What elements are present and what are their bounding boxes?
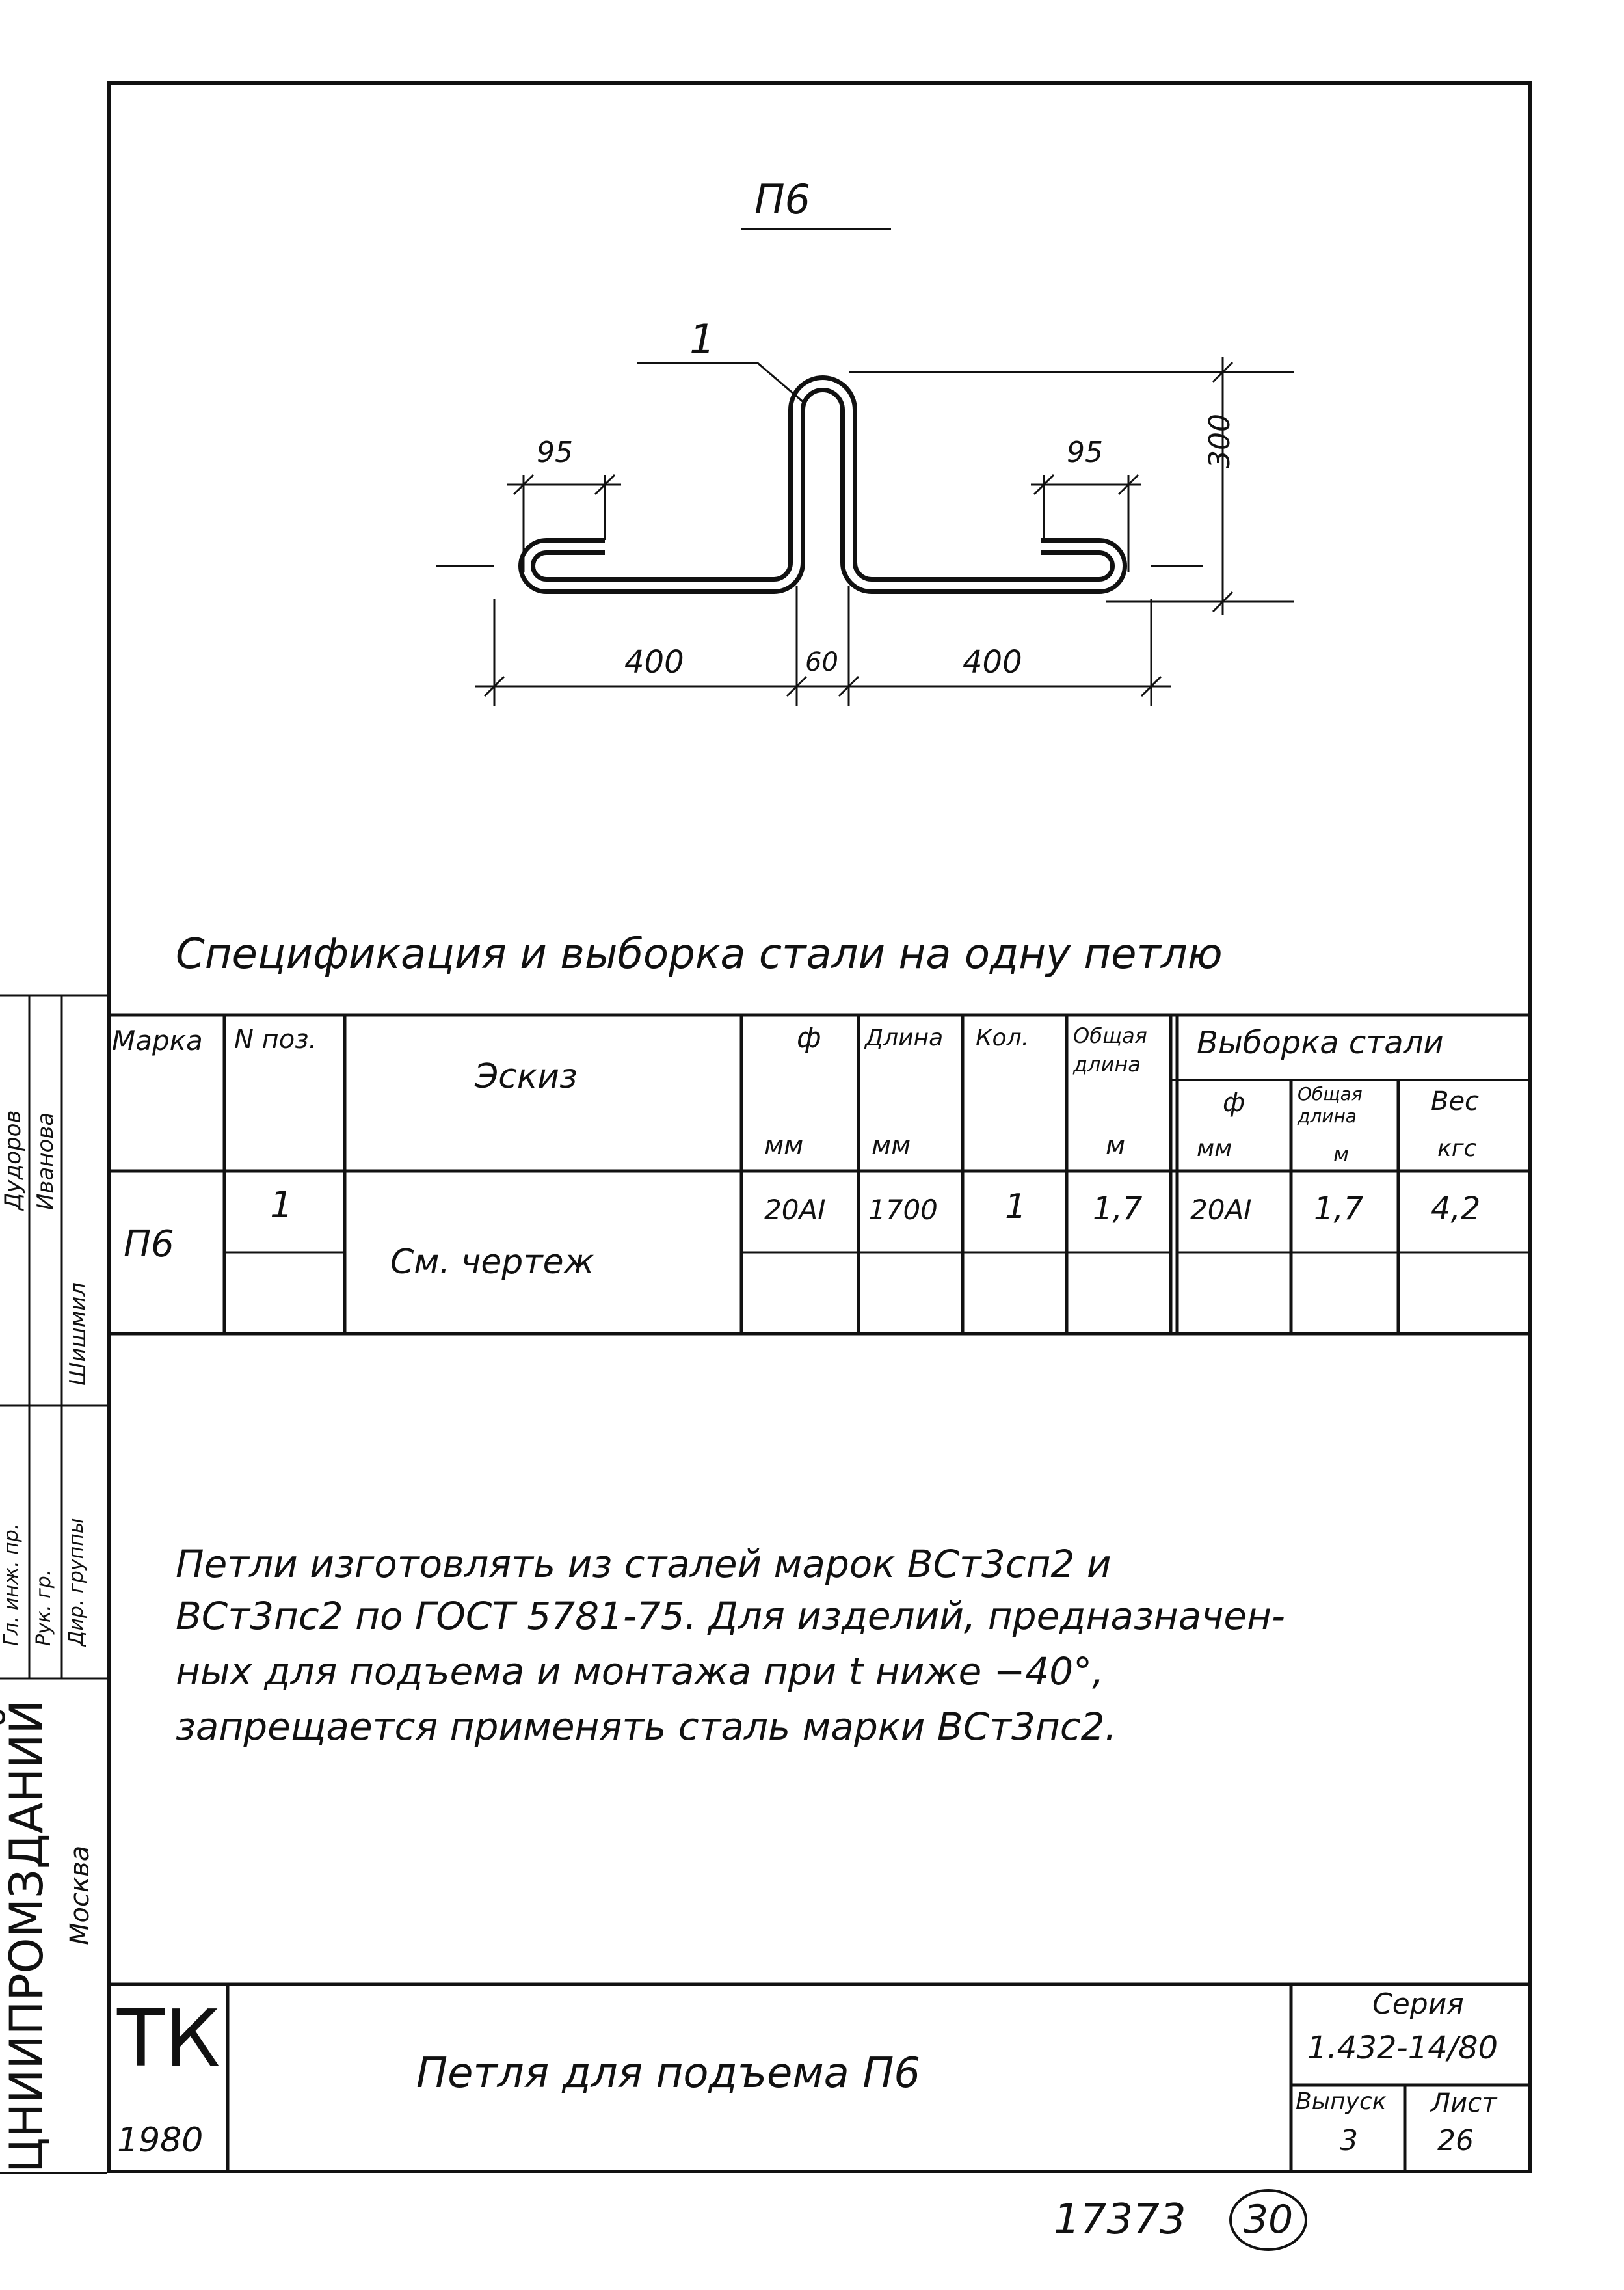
dim-hook-right: 95 (1067, 436, 1103, 469)
org-code: ТК (117, 1994, 220, 2084)
cell-total: 1,7 (1093, 1191, 1143, 1227)
cell-length: 1700 (868, 1194, 938, 1226)
th-sketch: Эскиз (475, 1057, 578, 1096)
th-selection: Выборка стали (1197, 1025, 1444, 1061)
note-line-4: запрещается применять сталь марки ВСт3пс2. (176, 1704, 1117, 1749)
cell-sel-diam: 20АI (1190, 1194, 1252, 1226)
note-line-3: ных для подъема и монтажа при t ниже −40°, (176, 1649, 1104, 1693)
drawing-title: П6 (754, 176, 811, 223)
dim-hook-left: 95 (537, 436, 573, 469)
th-sel-diam-unit: мм (1197, 1135, 1232, 1162)
th-sel-total-unit: м (1333, 1142, 1350, 1166)
side-role-3: Дир. группы (65, 1518, 88, 1646)
page-circle-number: 30 (1243, 2197, 1294, 2243)
issue-label: Выпуск (1296, 2088, 1387, 2115)
cell-sketch: См. чертеж (390, 1243, 594, 1282)
th-qty: Кол. (976, 1025, 1030, 1051)
cell-marka: П6 (124, 1223, 174, 1265)
dim-left-length: 400 (624, 644, 684, 680)
note-line-1: Петли изготовлять из сталей марок ВСт3сп2 и (176, 1542, 1112, 1586)
th-sel-total: Общая длина (1298, 1083, 1363, 1127)
th-weight: Вес (1431, 1086, 1480, 1116)
side-name-2: Иванова (33, 1112, 59, 1210)
stamp-year: 1980 (117, 2121, 204, 2160)
dim-right-length: 400 (963, 644, 1022, 680)
dim-height: 300 (1203, 414, 1236, 468)
side-name-3: Шишмил (65, 1282, 91, 1386)
sheet-title: Петля для подъема П6 (416, 2049, 921, 2097)
side-name-1: Дудоров (0, 1110, 26, 1210)
th-pos: N поз. (234, 1025, 317, 1055)
cell-sel-total: 1,7 (1314, 1191, 1364, 1227)
series-value: 1.432-14/80 (1307, 2030, 1498, 2066)
th-length-unit: мм (872, 1131, 911, 1161)
dim-middle-gap: 60 (805, 647, 838, 677)
side-org-name: ЦНИИПРОМЗДАНИЙ (0, 1700, 53, 2173)
th-length: Длина (865, 1025, 944, 1051)
th-diam-unit: мм (764, 1131, 804, 1161)
th-sel-diam: ф (1223, 1088, 1245, 1118)
note-line-2: ВСт3пс2 по ГОСТ 5781-75. Для изделий, предназначен- (176, 1594, 1285, 1638)
side-role-2: Рук. гр. (33, 1569, 55, 1646)
sheet-label: Лист (1431, 2088, 1497, 2118)
side-role-1: Гл. инж. пр. (0, 1523, 23, 1646)
sheet-value: 26 (1437, 2124, 1474, 2157)
position-mark: 1 (689, 316, 715, 363)
side-org-city: Москва (65, 1845, 95, 1945)
series-label: Серия (1372, 1987, 1464, 2021)
cell-weight: 4,2 (1431, 1191, 1481, 1227)
spec-title: Спецификация и выборка стали на одну петлю (176, 930, 1223, 978)
th-diam: ф (797, 1021, 821, 1055)
cell-qty: 1 (1005, 1187, 1027, 1226)
th-total-unit: м (1106, 1131, 1126, 1161)
cell-pos: 1 (270, 1184, 293, 1226)
th-weight-unit: кгс (1437, 1135, 1477, 1162)
issue-value: 3 (1340, 2124, 1358, 2157)
th-marka: Марка (112, 1025, 203, 1057)
th-total: Общая длина (1073, 1023, 1147, 1077)
cell-diam: 20АI (764, 1194, 826, 1226)
inventory-number: 17373 (1054, 2196, 1186, 2244)
